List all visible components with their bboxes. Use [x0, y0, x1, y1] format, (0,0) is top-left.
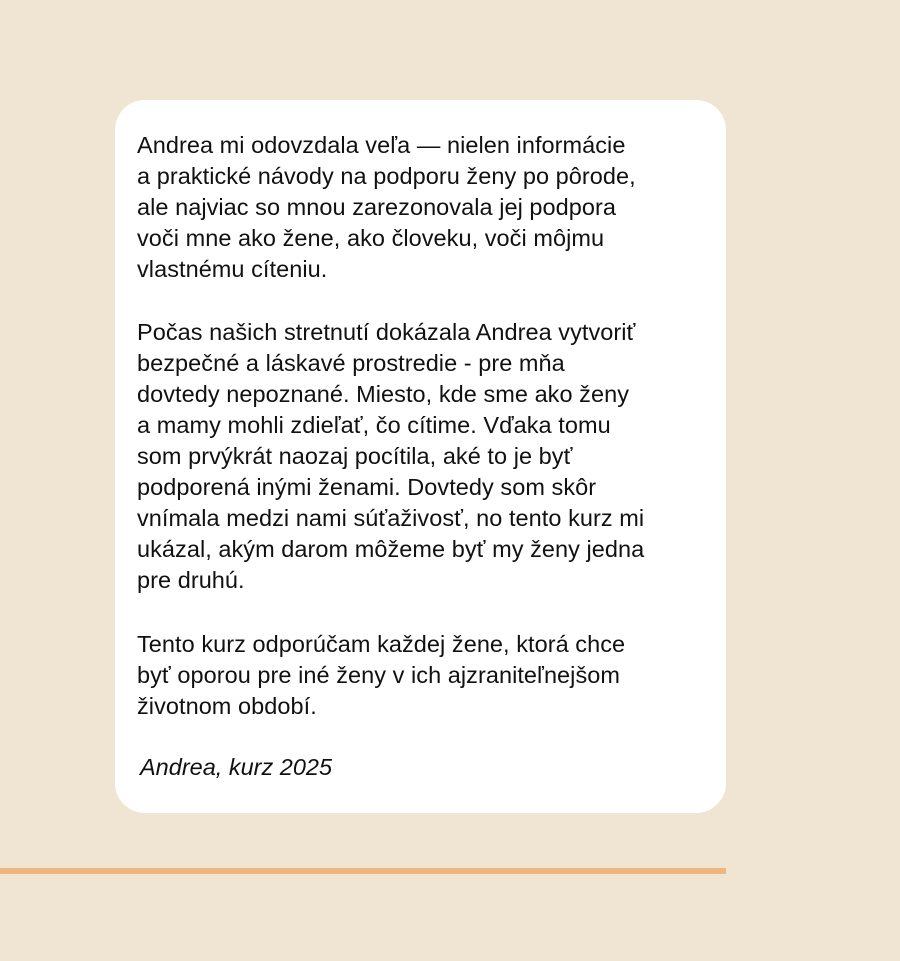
testimonial-paragraph	[137, 130, 707, 285]
text-line: byť oporou pre iné ženy v ich ajzraniteľnejšom	[137, 662, 620, 688]
text-line: a praktické návody na podporu ženy po pôrode,	[137, 163, 636, 189]
text-line: voči mne ako žene, ako človeku, voči môjmu	[137, 225, 605, 251]
testimonial-signature: Andrea, kurz 2025	[140, 754, 333, 780]
text-line: Počas našich stretnutí dokázala Andrea vytvoriť	[137, 319, 636, 345]
testimonial-paragraph	[137, 629, 707, 722]
text-line: životnom období.	[137, 693, 317, 719]
text-line: vnímala medzi nami súťaživosť, no tento kurz mi	[137, 505, 645, 531]
accent-divider	[0, 868, 726, 874]
text-line: podporená inými ženami. Dovtedy som skôr	[137, 474, 597, 500]
text-line: dovtedy nepoznané. Miesto, kde sme ako ženy	[137, 381, 630, 407]
text-line: a mamy mohli zdieľať, čo cítime. Vďaka tomu	[137, 412, 611, 438]
text-line: som prvýkrát naozaj pocítila, aké to je byť	[137, 443, 573, 469]
text-line: pre druhú.	[137, 567, 245, 593]
text-line: ale najviac so mnou zarezonovala jej podpora	[137, 194, 617, 220]
text-line: vlastnému cíteniu.	[137, 256, 328, 282]
text-line: Andrea mi odovzdala veľa — nielen informácie	[137, 132, 626, 158]
text-line: ukázal, akým darom môžeme byť my ženy jedna	[137, 536, 645, 562]
text-line: Tento kurz odporúčam každej žene, ktorá chce	[137, 631, 626, 657]
testimonial-card	[115, 100, 726, 813]
testimonial-paragraph	[137, 317, 707, 596]
text-line: bezpečné a láskavé prostredie - pre mňa	[137, 350, 565, 376]
